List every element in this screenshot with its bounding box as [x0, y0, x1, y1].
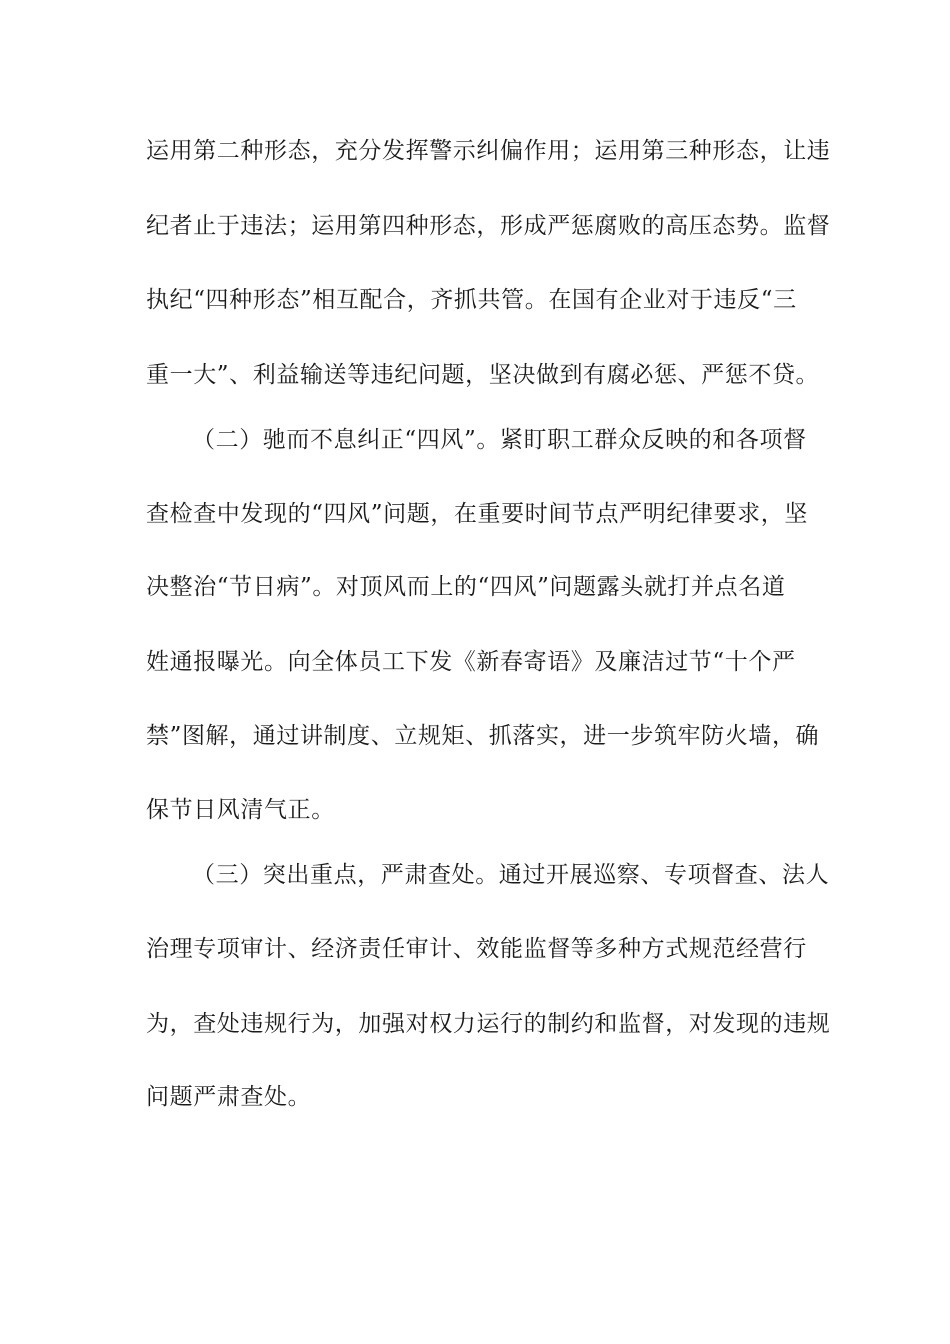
paragraph-3-line-2: 治理专项审计、经济责任审计、效能监督等多种方式规范经营行 [146, 936, 807, 962]
paragraph-1-line-4: 重一大”、利益输送等违纪问题，坚决做到有腐必惩、严惩不贷。 [146, 362, 820, 388]
paragraph-2-line-2: 查检查中发现的“四风”问题，在重要时间节点严明纪律要求，坚 [146, 501, 808, 527]
paragraph-2-line-5: 禁”图解，通过讲制度、立规矩、抓落实，进一步筑牢防火墙，确 [146, 723, 820, 749]
paragraph-3-line-3: 为，查处违规行为，加强对权力运行的制约和监督，对发现的违规 [146, 1011, 831, 1037]
paragraph-2-line-1: （二）驰而不息纠正“四风”。紧盯职工群众反映的和各项督 [192, 427, 807, 453]
paragraph-2-line-6: 保节日风清气正。 [146, 797, 335, 823]
paragraph-2-line-3: 决整治“节日病”。对顶风而上的“四风”问题露头就打并点名道 [146, 574, 786, 600]
paragraph-3-line-1: （三）突出重点，严肃查处。通过开展巡察、专项督查、法人 [192, 862, 830, 888]
paragraph-3-line-4: 问题严肃查处。 [146, 1084, 312, 1110]
paragraph-1-line-2: 纪者止于违法；运用第四种形态，形成严惩腐败的高压态势。监督 [146, 213, 831, 239]
paragraph-2-line-4: 姓通报曝光。向全体员工下发《新春寄语》及廉洁过节“十个严 [146, 649, 796, 675]
paragraph-1-line-3: 执纪“四种形态”相互配合，齐抓共管。在国有企业对于违反“三 [146, 287, 797, 313]
paragraph-1-line-1: 运用第二种形态，充分发挥警示纠偏作用；运用第三种形态，让违 [146, 138, 831, 164]
